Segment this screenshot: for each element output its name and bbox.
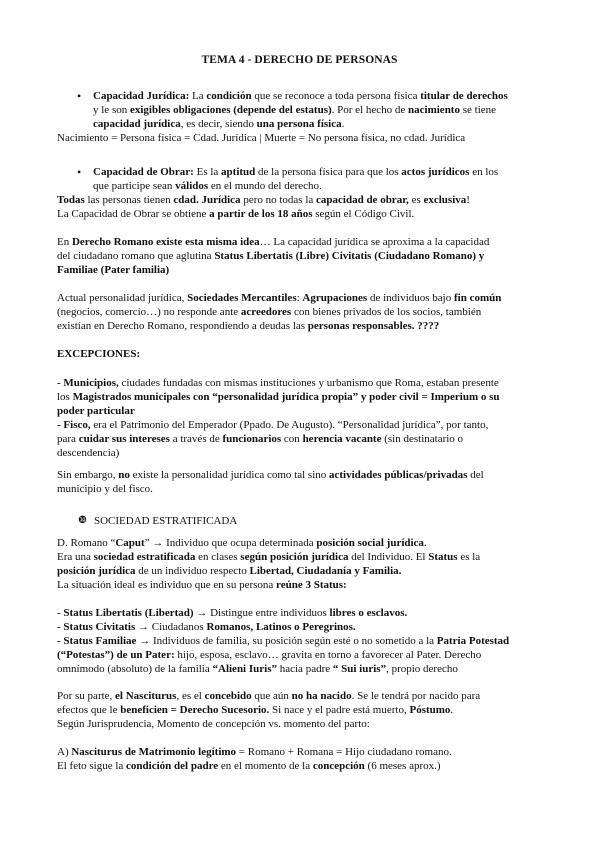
text-line: posición jurídica de un individuo respecto Libertad, Ciudadanía y Familia. bbox=[57, 565, 402, 577]
capacidad-obrar-notes bbox=[57, 193, 543, 221]
text-line: descendencia) bbox=[57, 447, 120, 459]
text-line: La Capacidad de Obrar se obtiene a partir de los 18 años según el Código Civil. bbox=[57, 208, 415, 220]
text-line: efectos que le beneficien = Derecho Sucesorio. Si nace y el padre está muerto, Póstumo. bbox=[57, 704, 454, 716]
text-line: - Municipios, ciudades fundadas con mismas instituciones y urbanismo que Roma, estaban presente bbox=[57, 377, 499, 389]
status-list bbox=[57, 606, 543, 676]
sin-embargo-paragraph bbox=[57, 468, 543, 496]
text-line: Actual personalidad jurídica, Sociedades Mercantiles: Agrupaciones de individuos bajo fin común bbox=[57, 292, 502, 304]
matrimonio-paragraph bbox=[57, 745, 543, 773]
text-line: Según Jurisprudencia, Momento de concepción vs. momento del parto: bbox=[57, 718, 370, 730]
text-line: existían en Derecho Romano, respondiendo a deudas las personas responsables. ???? bbox=[57, 320, 440, 332]
capacidad-juridica-note: Nacimiento = Persona física = Cdad. Jurídica | Muerte = No persona física, no cdad. Jurídica bbox=[57, 132, 466, 144]
excepciones-list bbox=[57, 376, 543, 460]
text-line: Familiae (Pater familia) bbox=[57, 264, 170, 276]
text-line: omnímodo (absoluto) de la familia “Alieni Iuris” hacia padre “ Sui iuris”, propio derecho bbox=[57, 663, 458, 675]
text-line: Sin embargo, no existe la personalidad jurídica como tal sino actividades públicas/privadas del bbox=[57, 469, 484, 481]
text-line: (negocios, comercio…) no responde ante acreedores con bienes privados de los socios, también bbox=[57, 306, 482, 318]
text-line: - Status Familiae → Individuos de familia, su posición según esté o no sometido a la Patria Potestad bbox=[57, 635, 510, 647]
text-line: - Status Libertatis (Libertad) → Distingue entre individuos libres o esclavos. bbox=[57, 607, 408, 619]
text-line: que participe sean válidos en el mundo del derecho. bbox=[93, 180, 322, 192]
text-line: Era una sociedad estratificada en clases según posición jurídica del Individuo. El Status es la bbox=[57, 551, 481, 563]
text-line: - Status Civitatis → Ciudadanos Romanos, Latinos o Peregrinos. bbox=[57, 621, 356, 633]
nasciturus-paragraph bbox=[57, 689, 543, 731]
text-line: capacidad jurídica, es decir, siendo una persona física. bbox=[93, 118, 345, 130]
text-line: La situación ideal es individuo que en su persona reúne 3 Status: bbox=[57, 579, 347, 591]
capacidad-juridica-paragraph bbox=[93, 89, 543, 131]
text-line: A) Nasciturus de Matrimonio legítimo = Romano + Romana = Hijo ciudadano romano. bbox=[57, 746, 452, 758]
sociedad-heading: SOCIEDAD ESTRATIFICADA bbox=[94, 515, 238, 527]
text-line: D. Romano “Caput” → Individuo que ocupa determinada posición social jurídica. bbox=[57, 537, 427, 549]
text-line: los Magistrados municipales con “personalidad jurídica propia” y poder civil = Imperium o su bbox=[57, 391, 500, 403]
document-title: TEMA 4 - DERECHO DE PERSONAS bbox=[201, 54, 398, 66]
excepciones-heading: EXCEPCIONES: bbox=[57, 348, 141, 360]
text-line: municipio y del fisco. bbox=[57, 483, 153, 495]
text-line: En Derecho Romano existe esta misma idea… La capacidad jurídica se aproxima a la capacidad bbox=[57, 236, 490, 248]
text-line: Por su parte, el Nasciturus, es el concebido que aún no ha nacido. Se le tendrá por nacido para bbox=[57, 690, 481, 702]
text-line: y le son exigibles obligaciones (depende del estatus). Por el hecho de nacimiento se tiene bbox=[93, 104, 497, 116]
capacidad-obrar-paragraph bbox=[93, 165, 543, 193]
text-line: del ciudadano romano que aglutina Status Libertatis (Libre) Civitatis (Ciudadano Romano) y bbox=[57, 250, 485, 262]
personalidad-juridica-paragraph bbox=[57, 291, 543, 333]
text-line: (“Potestas”) de un Pater: hijo, esposa, esclavo… gravita en torno a favorecer al Pater. Derecho bbox=[57, 649, 482, 661]
text-line: El feto sigue la condición del padre en el momento de la concepción (6 meses aprox.) bbox=[57, 760, 441, 772]
section-marker-icon: ❿ bbox=[78, 515, 87, 526]
status-paragraph bbox=[57, 536, 543, 592]
text-line: Todas las personas tienen cdad. Jurídica pero no todas la capacidad de obrar, es exclusiva! bbox=[57, 194, 470, 206]
text-line: Capacidad Jurídica: La condición que se reconoce a toda persona física titular de derechos bbox=[93, 90, 508, 102]
derecho-romano-paragraph bbox=[57, 235, 543, 277]
bullet-marker: • bbox=[77, 165, 82, 179]
text-line: poder particular bbox=[57, 405, 135, 417]
text-line: - Fisco, era el Patrimonio del Emperador (Ppado. De Augusto). “Personalidad jurídica”, por tanto, bbox=[57, 419, 489, 431]
text-line: Capacidad de Obrar: Es la aptitud de la persona física para que los actos jurídicos en los bbox=[93, 166, 499, 178]
bullet-marker: • bbox=[77, 89, 82, 103]
text-line: para cuidar sus intereses a través de funcionarios con herencia vacante (sin destinatario o bbox=[57, 433, 464, 445]
